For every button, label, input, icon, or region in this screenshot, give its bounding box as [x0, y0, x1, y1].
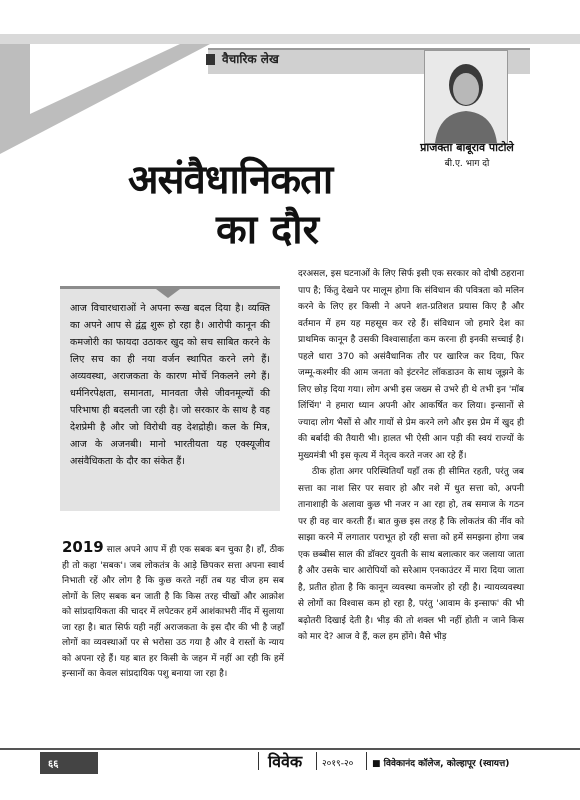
- footer-college: ■ विवेकानंद कॉलेज, कोल्हापूर (स्वायत्त): [372, 759, 510, 769]
- header-band: [0, 34, 580, 44]
- body-left-paragraph: [62, 540, 284, 683]
- body-right-paragraph-2: ठीक होता अगर परिस्थितियाँ यहाँ तक ही सीमित रहती, परंतु जब सत्ता का नाश सिर पर सवार हो और नशे में धुत सत्ता को, अपनी तानाशाही के अलावा कुछ भी नजर न आ रहा हो, तब समाज के गठन पर ही वह वार करती हैं। बात कुछ इस तरह है कि लोकतंत्र की नींव को साझा करने में लगातार पराभूत हो रही सत्ता को हमें समझना होगा जब एक छब्बीस साल की डॉक्टर युवती के साथ बलात्कार कर जलाया जाता है और उसके चार आरोपियों को सरेआम एनकाउंटर में मारा दिया जाता है, प्रतीत होता है कि कानून व्यवस्था कमजोर हो रही है। न्यायव्यवस्था से लोगों का विश्वास कम हो रहा है, परंतु 'आवाम के इन्साफ' की भी बढ़ोतरी दिखाई देती है। भीड़ की तो शक्ल भी नहीं होती न जाने किस को मार दे? आज वे हैं, कल हम होंगे। वैसे भीड़: [298, 467, 524, 642]
- author-class: बी.ए. भाग दो: [444, 159, 490, 169]
- body-right-paragraph-1: दरअसल, इस घटनाओं के लिए सिर्फ इसी एक सरकार को दोषी ठहराना पाप है; किंतु देखने पर मालूम होगा कि संविधान की पवित्रता को मलिन करने के लिए हर किसी ने अपने शत-प्रतिशत प्रयास किए है और वर्तमान में हम यह महसूस कर रहे हैं। संविधान जो हमारे देश का प्राथमिक कानून है उसकी विश्वासार्हता कम करना ही इनकी सच्चाई है। पहले धारा 370 को असंवैधानिक तौर पर खारिज कर दिया, फिर जम्मू-कश्मीर की आम जनता को इंटरनेट लॉकडाउन के साथ जूझने के लिए छोड़ दिया गया। लोग अभी इस जख्म से उभरे ही थे तभी इन 'मॉब लिंचिंग' ने हमारा ध्यान अपनी ओर आकर्षित कर लिया। इन्सानों से ज्यादा लोग भैसों से और गायों से प्रेम करने लगे और इस प्रेम में खुद ही की बर्बादी की तैयारी भी। हालत भी ऐसी आन पड़ी की स्वयं राज्यों के मुख्यमंत्री भी इस कृत्य में नेतृत्व करते नजर आ रहे हैं।: [298, 269, 524, 461]
- body-year: 2019: [62, 538, 104, 556]
- body-left-text: साल अपने आप में ही एक सबक बन चुका है। हाँ, ठीक ही तो कहा 'सबक'। जब लोकतंत्र के आड़े छिपकर सत्ता अपना स्वार्थ निभाती रहें और लोग है कि कुछ करते नहीं तब यह चीज हम सब लोगों के लिए सबक बन जाती है कि किस तरह चीखों और आक्रोश को सांप्रदायिकता की चादर में लपेटकर हमें आशंकाभरी नींद में सुलाया जा रहा है। बात सिर्फ यही नहीं अराजकता के इस दौर की भी है जहाँ लोगों का व्यवस्थाओं पर से भरोसा उठ गया है और वे रास्तों के न्याय को अपना रहे हैं। यह बात हर किसी के जहन में नहीं आ रही कि हमें इन्सानों का केवल सांप्रदायिक पशु बनाया जा रहा है।: [62, 545, 284, 679]
- footer-separator: [258, 752, 259, 770]
- pull-quote-paragraph: आज विचारधाराओं ने अपना रूख बदल दिया है। व्यक्ति का अपने आप से द्वंद्व शुरू हो रहा है। आरोपी कानून की कमजोरी का फायदा उठाकर खुद को सच साबित करने के लिए सच का ही नया वर्जन स्थापित करने लगे हैं। अव्यवस्था, अराजकता के कारण मोर्चे निकलने लगे हैं। धर्मनिरपेक्षता, समानता, मानवता जैसे जीवनमूल्यों की परिभाषा ही बदलती जा रही है। जो सरकार के साथ है वह देशप्रेमी है और जो विरोधी वह देशद्रोही। कल के मित्र, आज के अजनबी। मानो भारतीयता यह एक्स्यूजीव असंवैधिकता के दौर का संकेत हैं।: [70, 303, 270, 467]
- author-name: प्राजक्ता बाबूराव पाटोले: [420, 141, 514, 154]
- footer-year-range: २०१९-२०: [322, 759, 354, 769]
- footer-separator: [366, 752, 367, 770]
- section-label: वैचारिक लेख: [222, 52, 279, 66]
- pull-quote-text: [70, 300, 270, 470]
- article-title-line1: असंवैधानिकता: [128, 156, 333, 203]
- body-left-column: [62, 540, 284, 683]
- magazine-name: विवेक: [268, 752, 303, 771]
- header-triangle-inner: [30, 44, 180, 114]
- article-title-line2: का दौर: [216, 206, 319, 253]
- pull-quote-pointer: [152, 286, 184, 298]
- author-photo: [424, 50, 508, 144]
- person-icon: [425, 51, 507, 143]
- section-square-icon: [206, 54, 215, 65]
- footer-separator: [316, 752, 317, 770]
- page-number: ६६: [48, 759, 59, 770]
- body-right-column: [298, 266, 524, 646]
